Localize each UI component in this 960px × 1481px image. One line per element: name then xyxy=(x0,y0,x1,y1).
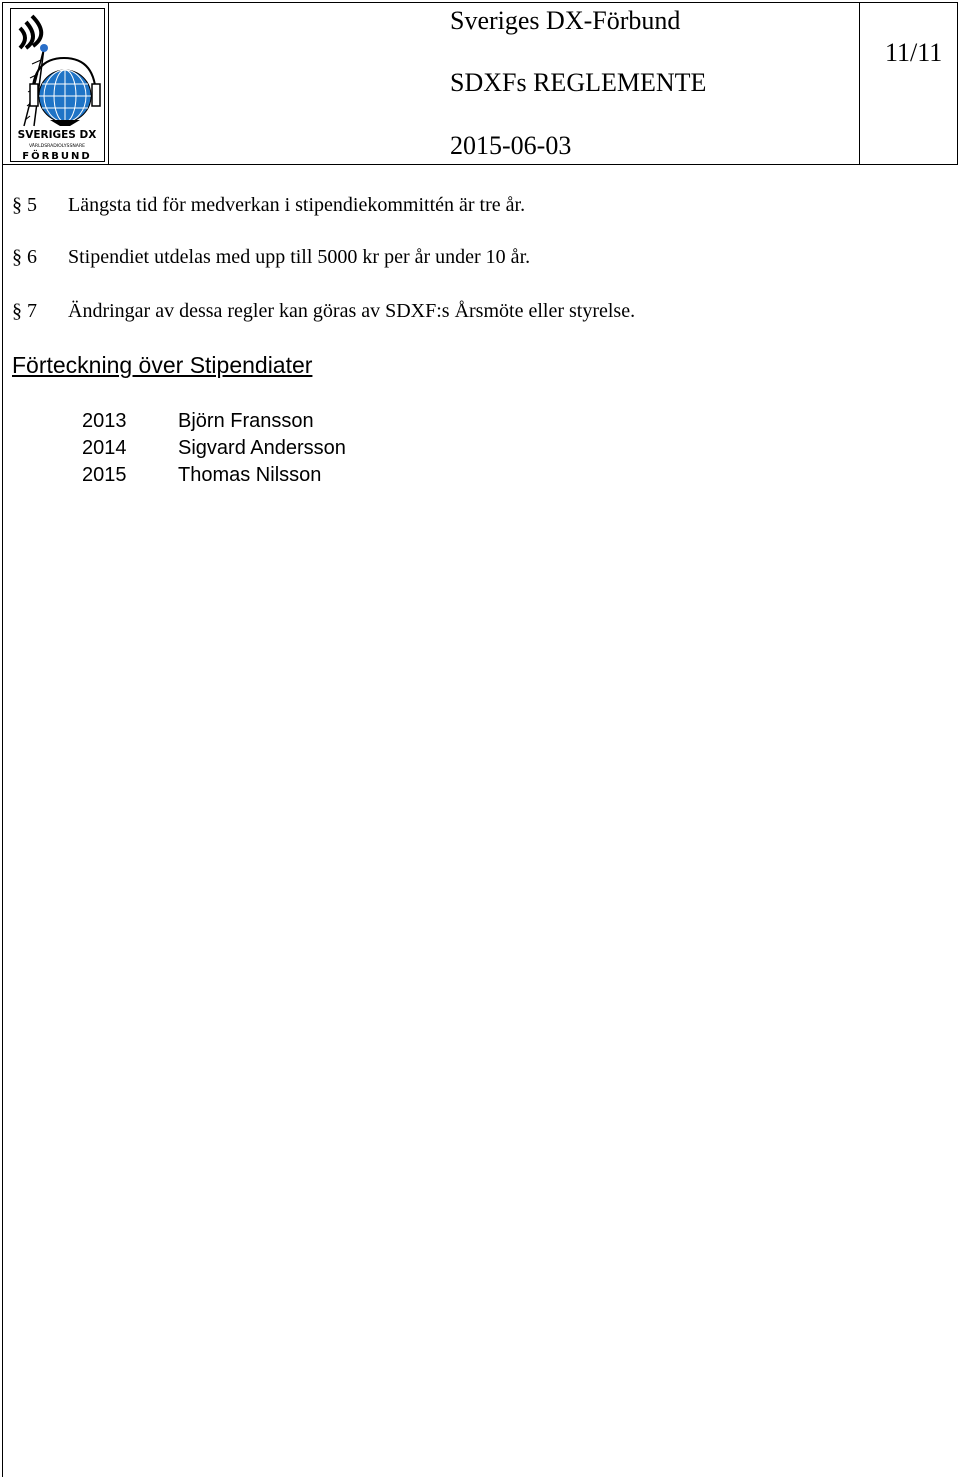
list-item xyxy=(82,410,346,437)
paragraph-6 xyxy=(12,246,530,269)
page-frame xyxy=(2,2,957,1477)
header-divider xyxy=(108,3,109,164)
section-number: § 7 xyxy=(12,300,37,322)
paragraph-7 xyxy=(12,300,635,323)
recipients-list xyxy=(82,410,346,491)
sdxf-logo xyxy=(10,8,105,162)
logo-line-2: VÄRLDSRADIOLYSSNARE xyxy=(28,144,86,149)
document-title: SDXFs REGLEMENTE xyxy=(450,68,707,97)
list-item xyxy=(82,437,346,464)
document-date: 2015-06-03 xyxy=(450,131,572,160)
logo-line-1: SVERIGES DX xyxy=(17,129,97,141)
paragraph-text: Stipendiet utdelas med upp till 5000 kr per år under 10 år. xyxy=(68,246,531,268)
recipient-name: Björn Fransson xyxy=(178,410,314,432)
section-number: § 6 xyxy=(12,246,37,268)
list-item xyxy=(82,464,346,491)
recipient-name: Sigvard Andersson xyxy=(178,437,346,459)
paragraph-text: Ändringar av dessa regler kan göras av SDXF:s Årsmöte eller styrelse. xyxy=(68,300,636,322)
recipient-name: Thomas Nilsson xyxy=(178,464,322,486)
header-divider xyxy=(859,3,860,164)
section-number: § 5 xyxy=(12,194,37,216)
recipient-year: 2015 xyxy=(82,464,127,486)
recipient-year: 2013 xyxy=(82,410,127,432)
recipient-year: 2014 xyxy=(82,437,127,459)
paragraph-5 xyxy=(12,194,525,217)
page-number: 11/11 xyxy=(885,38,943,67)
paragraph-text: Längsta tid för medverkan i stipendiekommittén är tre år. xyxy=(68,194,526,216)
logo-line-3: FÖRBUND xyxy=(22,151,92,162)
recipients-heading: Förteckning över Stipendiater xyxy=(12,352,313,378)
organization-name: Sveriges DX-Förbund xyxy=(450,6,681,35)
